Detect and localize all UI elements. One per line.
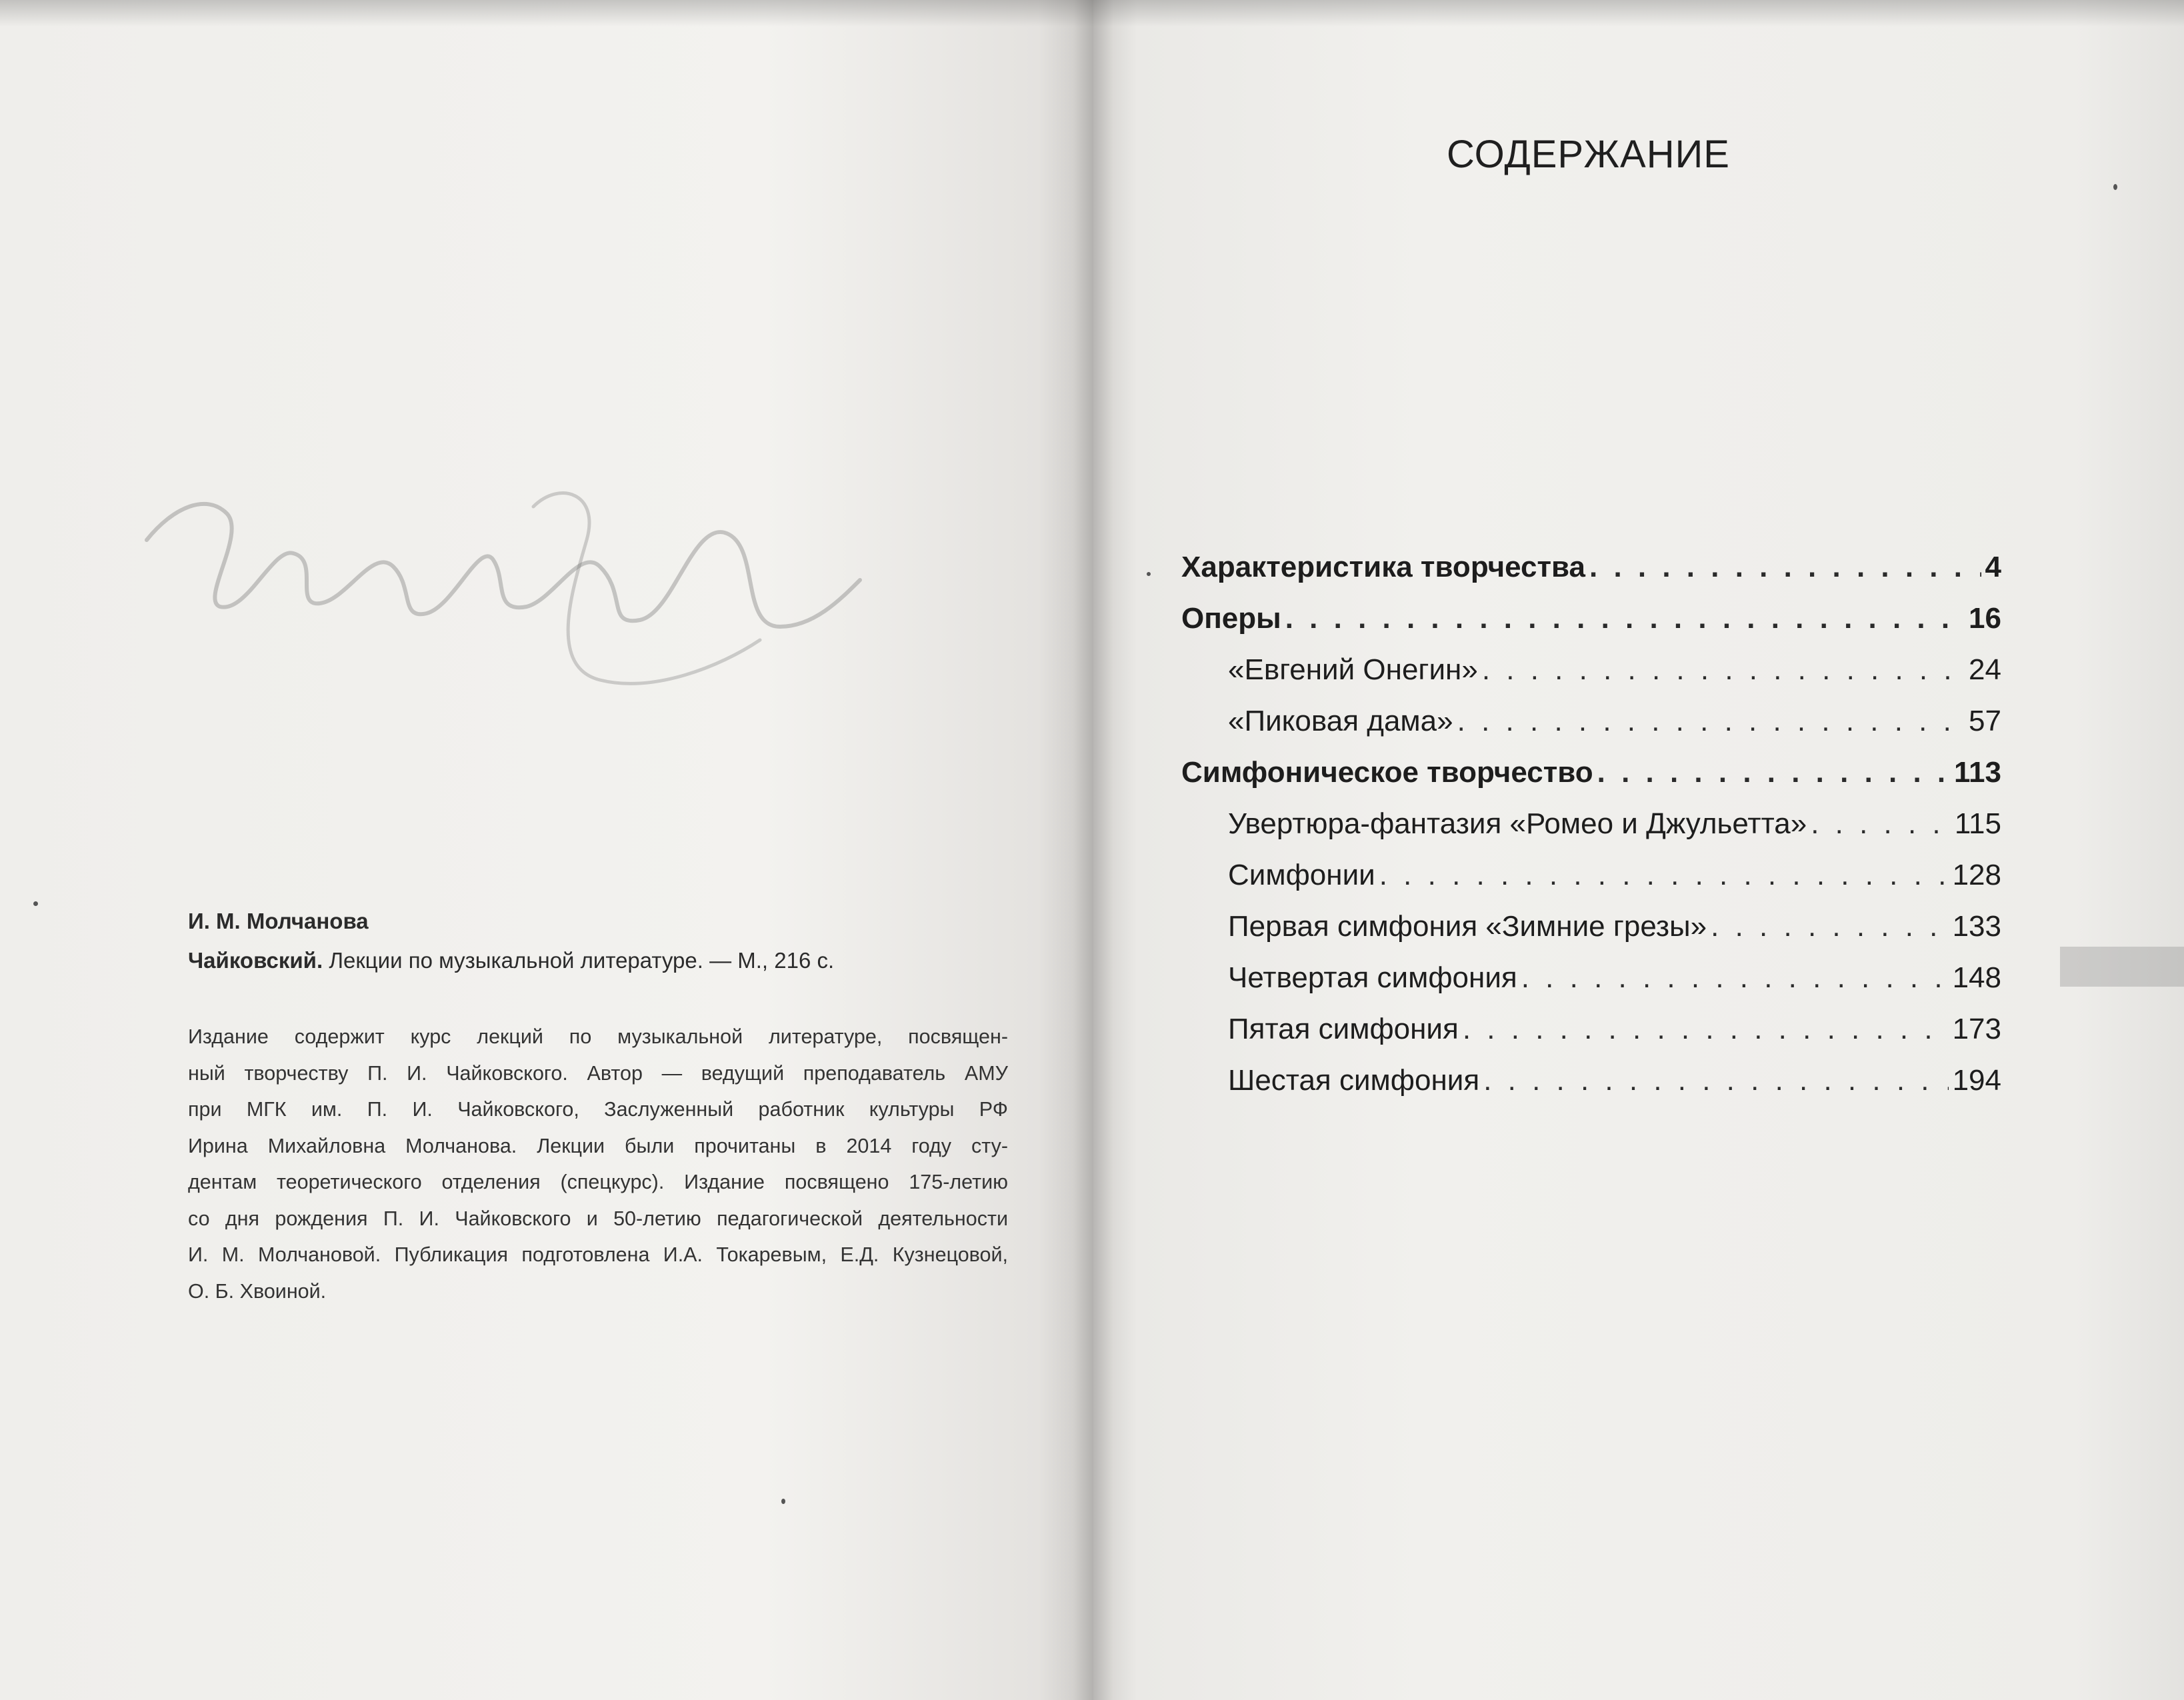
toc-entry-page: 128 xyxy=(1952,859,2001,891)
imprint-title-line xyxy=(188,948,834,973)
description-line: Издание содержит курс лекций по музыкальной литературе, посвящен- xyxy=(188,1025,1008,1048)
toc-leader-dots xyxy=(1482,653,1965,687)
toc-entry[interactable] xyxy=(1181,1064,2001,1115)
toc-entry-page: 173 xyxy=(1952,1013,2001,1045)
table-of-contents xyxy=(1181,551,2001,1115)
toc-entry-label: Увертюра-фантазия «Ромео и Джульетта» xyxy=(1228,807,1807,840)
toc-leader-dots xyxy=(1711,910,1948,943)
imprint-subtitle: Лекции по музыкальной литературе. — М., 216 с. xyxy=(323,948,835,973)
description-line: О. Б. Хвоиной. xyxy=(188,1279,327,1303)
toc-entry-page: 4 xyxy=(1985,551,2001,583)
toc-entry[interactable] xyxy=(1181,756,2001,807)
description-line: со дня рождения П. И. Чайковского и 50-летию педагогической деятельности xyxy=(188,1207,1008,1230)
toc-entry-label: «Пиковая дама» xyxy=(1228,705,1453,737)
toc-entry[interactable] xyxy=(1181,653,2001,705)
description-line: ный творчеству П. И. Чайковского. Автор — ведущий преподаватель АМУ xyxy=(188,1061,1008,1085)
top-edge-shadow xyxy=(0,0,2184,27)
toc-entry-page: 148 xyxy=(1952,961,2001,994)
page-speck xyxy=(781,1499,785,1504)
toc-leader-dots xyxy=(1597,756,1950,789)
toc-entry-label: Пятая симфония xyxy=(1228,1013,1459,1045)
imprint-title: Чайковский. xyxy=(188,948,323,973)
toc-leader-dots xyxy=(1483,1064,1948,1097)
toc-entry-label: Четвертая симфония xyxy=(1228,961,1517,994)
toc-entry-label: Оперы xyxy=(1181,602,1281,635)
toc-heading: СОДЕРЖАНИЕ xyxy=(1447,133,1730,176)
toc-entry-label: Симфонии xyxy=(1228,859,1375,891)
toc-leader-dots xyxy=(1457,705,1965,738)
toc-leader-dots xyxy=(1379,859,1949,892)
toc-entry[interactable] xyxy=(1181,961,2001,1013)
toc-entry[interactable] xyxy=(1181,859,2001,910)
toc-entry-label: «Евгений Онегин» xyxy=(1228,653,1478,686)
toc-entry-label: Характеристика творчества xyxy=(1181,551,1585,583)
toc-entry-label: Симфоническое творчество xyxy=(1181,756,1593,789)
toc-entry[interactable] xyxy=(1181,602,2001,653)
page-speck xyxy=(1147,572,1151,576)
toc-entry-page: 115 xyxy=(1954,807,2001,840)
toc-entry[interactable] xyxy=(1181,705,2001,756)
edge-tab xyxy=(2060,947,2184,987)
description-line: И. М. Молчановой. Публикация подготовлена И.А. Токаревым, Е.Д. Кузнецовой, xyxy=(188,1243,1008,1266)
page-speck xyxy=(33,901,38,906)
toc-entry-page: 194 xyxy=(1952,1064,2001,1097)
imprint-author: И. М. Молчанова xyxy=(188,909,369,933)
imprint-description xyxy=(188,1019,1008,1309)
book-gutter xyxy=(1073,0,1113,1700)
handwritten-signature xyxy=(120,467,887,707)
toc-leader-dots xyxy=(1589,551,1981,584)
toc-entry-page: 133 xyxy=(1952,910,2001,943)
toc-entry-page: 24 xyxy=(1969,653,2001,686)
toc-leader-dots xyxy=(1463,1013,1949,1046)
toc-leader-dots xyxy=(1285,602,1965,635)
toc-entry-page: 57 xyxy=(1969,705,2001,737)
toc-entry[interactable] xyxy=(1181,551,2001,602)
page-speck xyxy=(2113,184,2117,190)
toc-entry[interactable] xyxy=(1181,910,2001,961)
toc-entry[interactable] xyxy=(1181,1013,2001,1064)
toc-entry-label: Первая симфония «Зимние грезы» xyxy=(1228,910,1707,943)
description-line: Ирина Михайловна Молчанова. Лекции были прочитаны в 2014 году сту- xyxy=(188,1134,1008,1157)
toc-leader-dots xyxy=(1811,807,1951,841)
toc-entry-label: Шестая симфония xyxy=(1228,1064,1480,1097)
toc-entry-page: 16 xyxy=(1969,602,2001,635)
description-line: при МГК им. П. И. Чайковского, Заслуженный работник культуры РФ xyxy=(188,1098,1008,1121)
description-line: дентам теоретического отделения (спецкурс). Издание посвящено 175-летию xyxy=(188,1171,1008,1193)
toc-entry[interactable] xyxy=(1181,807,2001,859)
toc-entry-page: 113 xyxy=(1954,756,2001,789)
toc-leader-dots xyxy=(1521,961,1949,995)
